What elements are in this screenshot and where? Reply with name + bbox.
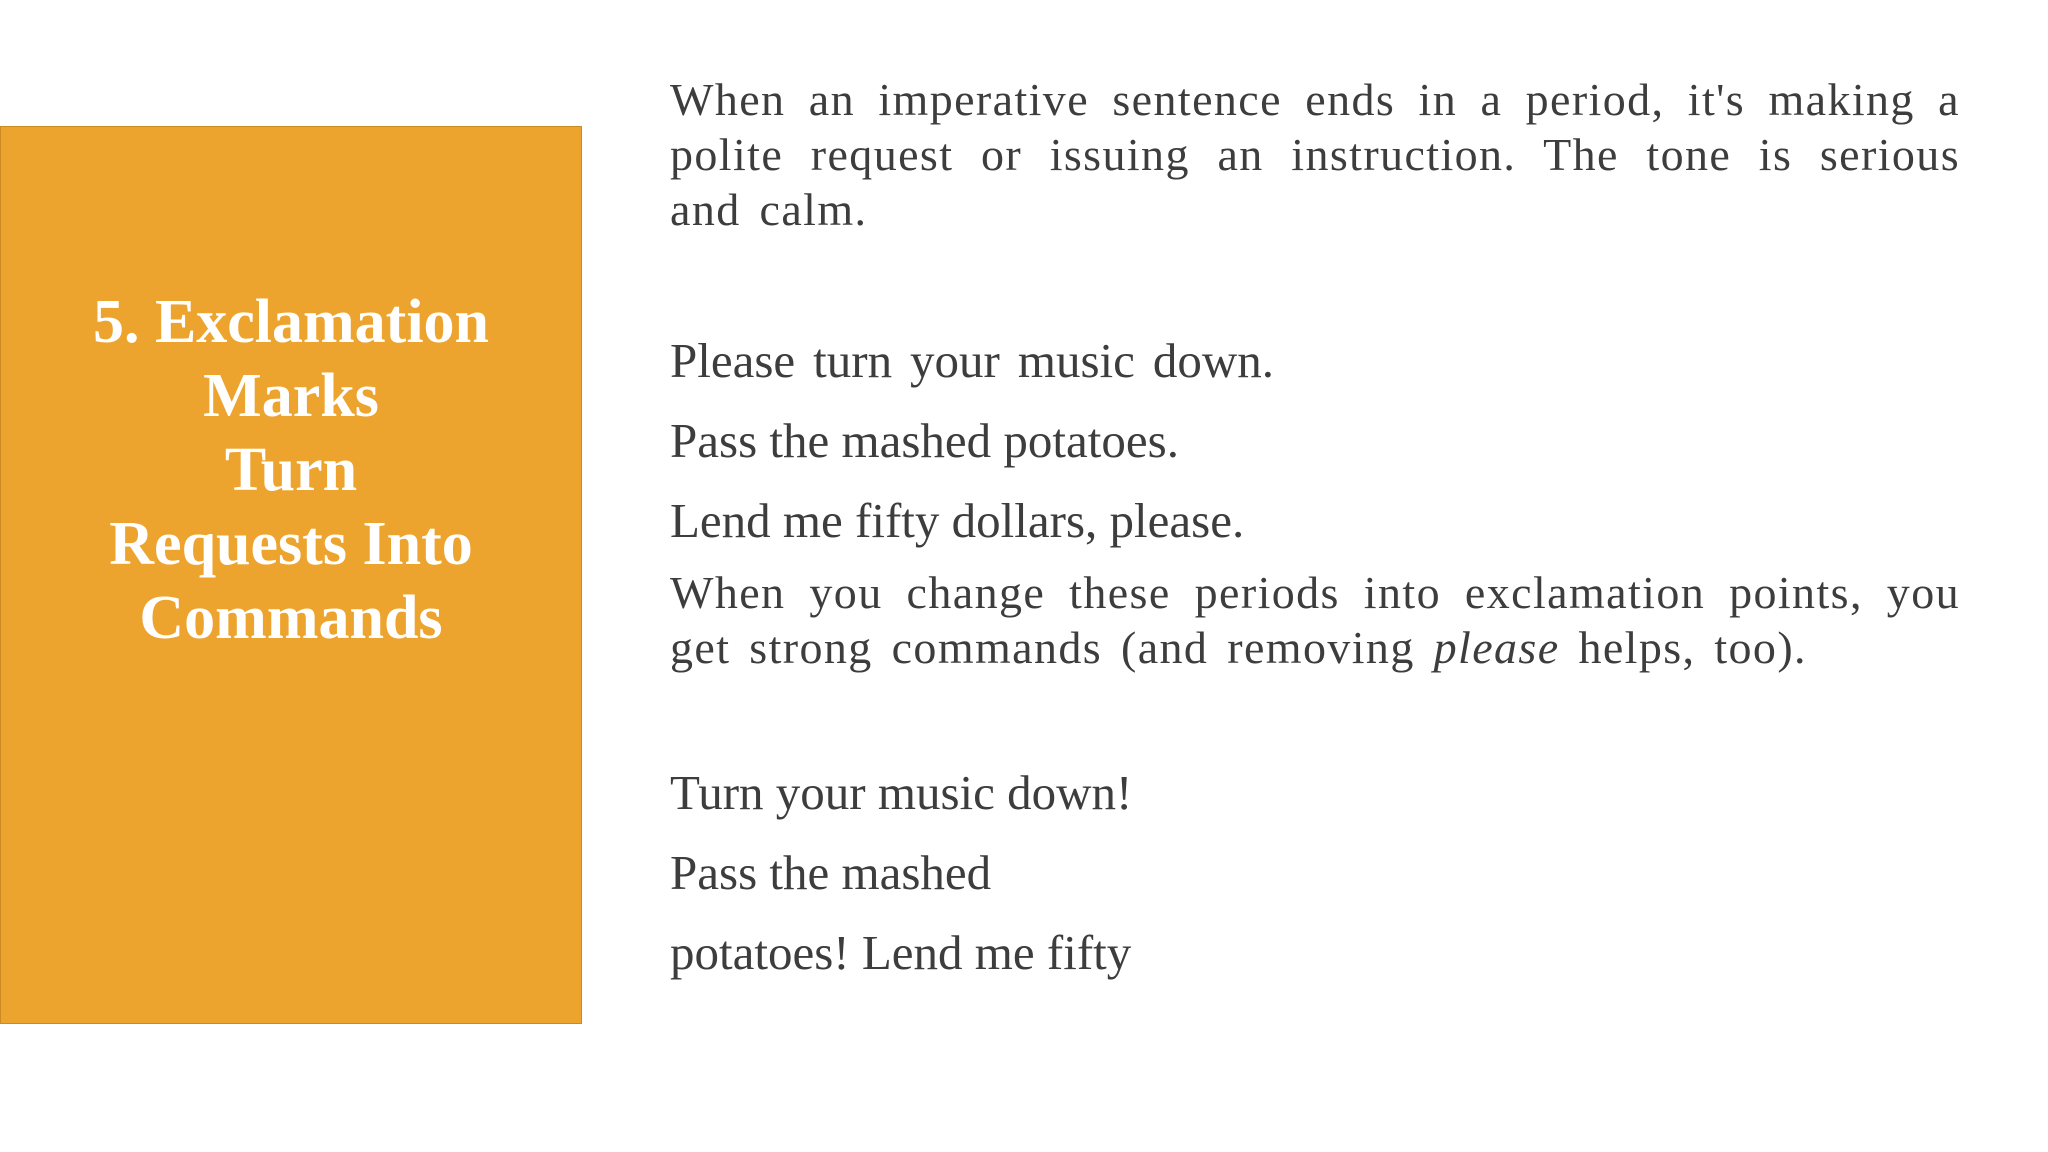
polite-examples: Please turn your music down. Pass the mashed potatoes. — [670, 333, 1274, 468]
change-paragraph — [670, 565, 1960, 675]
command-examples: Pass the mashed potatoes! Lend me fifty — [670, 845, 1132, 980]
intro-paragraph: When an imperative sentence ends in a period, it's making a polite request or issuing an instruction. The tone is serious and calm. — [670, 74, 1960, 235]
change-paragraph-end: helps, too). — [1559, 622, 1807, 673]
command-example-turn: Turn your music down! — [670, 765, 1133, 820]
change-paragraph-start: When you change these periods into exclamation points, you get strong commands (and removing — [670, 567, 1960, 673]
please-italic: please — [1433, 622, 1560, 673]
polite-example-lend: Lend me fifty dollars, please. — [670, 493, 1245, 548]
slide-body — [670, 72, 1960, 993]
title-panel — [0, 126, 582, 1024]
slide-title: 5. Exclamation Marks Turn Requests Into Commands — [92, 288, 490, 652]
